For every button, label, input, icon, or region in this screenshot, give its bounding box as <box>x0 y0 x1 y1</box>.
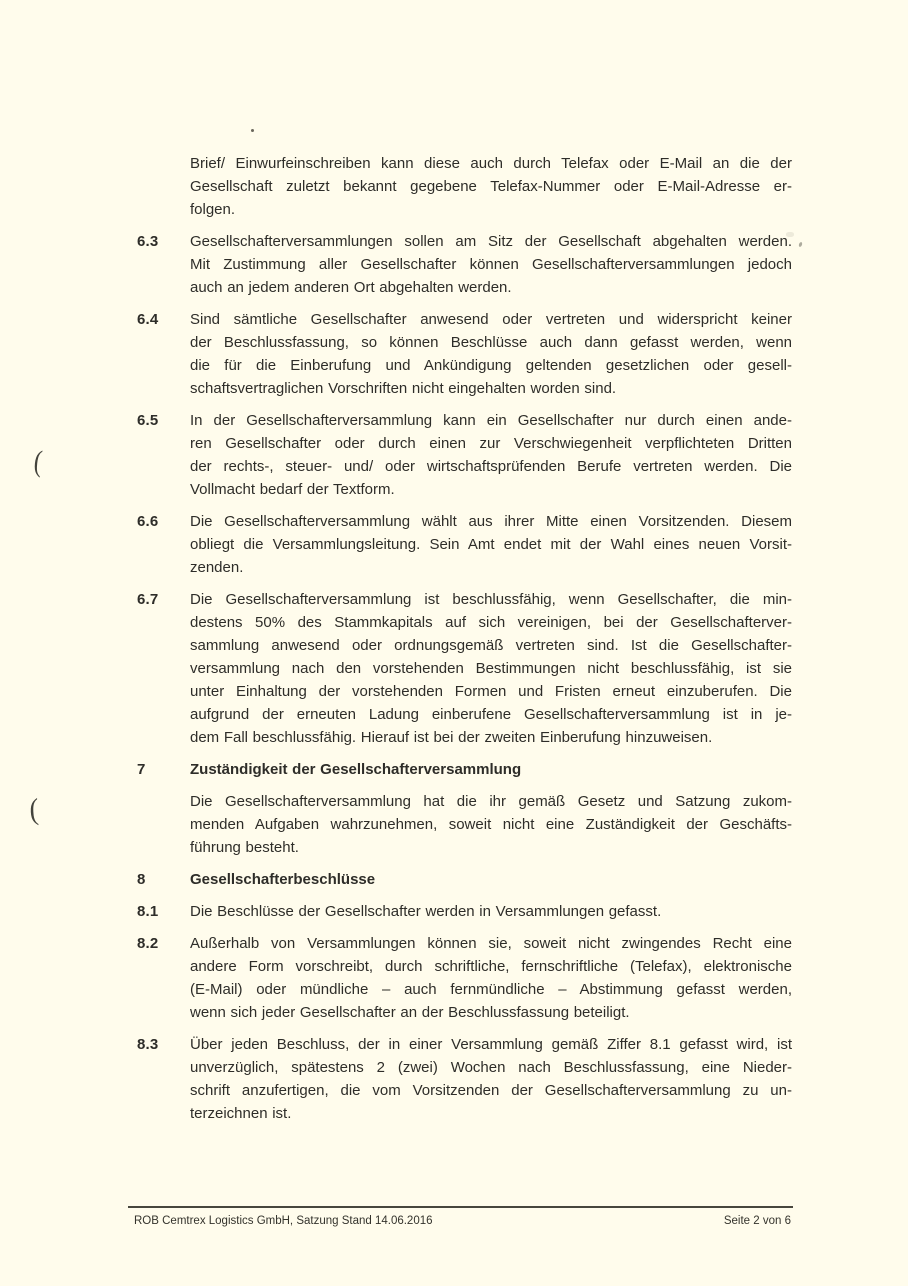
text-line: destens 50% des Stammkapitals auf sich vereinigen, bei der Gesellschafterver- <box>190 614 792 631</box>
section-text <box>190 758 792 781</box>
document-section <box>137 409 793 501</box>
text-line: schrift anzufertigen, die vom Vorsitzenden der Gesellschafterversammlung zu un- <box>190 1082 792 1099</box>
text-line: ren Gesellschafter oder durch einen zur Verschwiegenheit verpflichteten Dritten <box>190 435 792 452</box>
text-line: terzeichnen ist. <box>190 1105 292 1122</box>
section-number <box>137 152 190 221</box>
section-text <box>190 152 792 221</box>
section-number: 6.7 <box>137 591 159 608</box>
footer-page-number: Seite 2 von 6 <box>723 1215 791 1227</box>
document-body <box>137 152 793 1134</box>
scan-speck <box>251 129 254 132</box>
text-line: wenn sich jeder Gesellschafter an der Beschlussfassung beteiligt. <box>190 1004 630 1021</box>
text-line: zenden. <box>190 559 244 576</box>
text-line: Die Beschlüsse der Gesellschafter werden in Versammlungen gefasst. <box>190 903 662 920</box>
text-line: führung besteht. <box>190 839 299 856</box>
section-number: 8 <box>137 871 146 888</box>
scan-artifact-paren-2: ( <box>28 792 40 827</box>
scan-artifact-paren-1: ( <box>32 444 44 479</box>
section-text <box>190 510 792 579</box>
text-line: unverzüglich, spätestens 2 (zwei) Wochen nach Beschlussfassung, eine Nieder- <box>190 1059 792 1076</box>
text-line: der rechts-, steuer- und/ oder wirtschaftsprüfenden Berufe vertreten werden. Die <box>190 458 792 475</box>
text-line: die für die Einberufung und Ankündigung geltenden gesetzlichen oder gesell- <box>190 357 792 374</box>
section-text <box>190 588 792 749</box>
document-section <box>137 1033 793 1125</box>
text-line: andere Form vorschreibt, durch schriftliche, fernschriftliche (Telefax), elektronische <box>190 958 792 975</box>
text-line: Gesellschaft zuletzt bekannt gegebene Telefax-Nummer oder E-Mail-Adresse er- <box>190 178 792 195</box>
text-line: folgen. <box>190 201 236 218</box>
document-section <box>137 230 793 299</box>
text-line: aufgrund der erneuten Ladung einberufene Gesellschafterversammlung ist in je- <box>190 706 792 723</box>
section-text <box>190 1033 792 1125</box>
document-section <box>137 790 793 859</box>
text-line: der Beschlussfassung, so können Beschlüsse auch dann gefasst werden, wenn <box>190 334 792 351</box>
page-footer <box>128 1206 793 1228</box>
text-line: auch an jedem anderen Ort abgehalten werden. <box>190 279 512 296</box>
section-text <box>190 932 792 1024</box>
section-number <box>137 790 190 859</box>
text-line: Gesellschafterversammlungen sollen am Sitz der Gesellschaft abgehalten werden. <box>190 233 792 250</box>
section-text <box>190 868 792 891</box>
document-section <box>137 510 793 579</box>
text-line: (E-Mail) oder mündliche – auch fernmündliche – Abstimmung gefasst werden, <box>190 981 792 998</box>
text-line: In der Gesellschafterversammlung kann ein Gesellschafter nur durch einen ande- <box>190 412 792 429</box>
text-line: Die Gesellschafterversammlung hat die ihr gemäß Gesetz und Satzung zukom- <box>190 793 792 810</box>
section-number: 6.3 <box>137 233 159 250</box>
section-text <box>190 900 792 923</box>
section-number: 8.2 <box>137 935 159 952</box>
text-line: Zuständigkeit der Gesellschafterversammlung <box>190 761 522 778</box>
section-number: 6.6 <box>137 513 159 530</box>
text-line: sammlung anwesend oder ordnungsgemäß vertreten sind. Ist die Gesellschafter- <box>190 637 792 654</box>
scan-speck <box>798 242 803 248</box>
text-line: Die Gesellschafterversammlung ist beschlussfähig, wenn Gesellschafter, die min- <box>190 591 792 608</box>
text-line: Über jeden Beschluss, der in einer Versammlung gemäß Ziffer 8.1 gefasst wird, ist <box>190 1036 792 1053</box>
text-line: schaftsvertraglichen Vorschriften nicht eingehalten worden sind. <box>190 380 617 397</box>
document-section <box>137 308 793 400</box>
text-line: obliegt die Versammlungsleitung. Sein Amt endet mit der Wahl eines neuen Vorsit- <box>190 536 792 553</box>
text-line: Außerhalb von Versammlungen können sie, soweit nicht zwingendes Recht eine <box>190 935 792 952</box>
text-line: Vollmacht bedarf der Textform. <box>190 481 395 498</box>
text-line: Gesellschafterbeschlüsse <box>190 871 376 888</box>
text-line: dem Fall beschlussfähig. Hierauf ist bei der zweiten Einberufung hinzuweisen. <box>190 729 713 746</box>
section-number: 6.4 <box>137 311 159 328</box>
document-section <box>137 758 793 781</box>
text-line: Die Gesellschafterversammlung wählt aus ihrer Mitte einen Vorsitzenden. Diesem <box>190 513 792 530</box>
document-section <box>137 588 793 749</box>
document-section <box>137 868 793 891</box>
section-number: 7 <box>137 761 146 778</box>
footer-document-title: ROB Cemtrex Logistics GmbH, Satzung Stand 14.06.2016 <box>134 1215 433 1227</box>
section-text <box>190 230 792 299</box>
text-line: menden Aufgaben wahrzunehmen, soweit nicht eine Zuständigkeit der Geschäfts- <box>190 816 792 833</box>
text-line: versammlung nach den vorstehenden Bestimmungen nicht beschlussfähig, ist sie <box>190 660 792 677</box>
document-section <box>137 152 793 221</box>
section-number: 6.5 <box>137 412 159 429</box>
text-line: Sind sämtliche Gesellschafter anwesend oder vertreten und widerspricht keiner <box>190 311 792 328</box>
section-text <box>190 308 792 400</box>
text-line: Brief/ Einwurfeinschreiben kann diese auch durch Telefax oder E-Mail an die der <box>190 155 792 172</box>
section-text <box>190 790 792 859</box>
text-line: Mit Zustimmung aller Gesellschafter können Gesellschafterversammlungen jedoch <box>190 256 792 273</box>
section-number: 8.1 <box>137 903 159 920</box>
document-section <box>137 900 793 923</box>
section-text <box>190 409 792 501</box>
text-line: unter Einhaltung der vorstehenden Formen und Fristen erneut einzuberufen. Die <box>190 683 792 700</box>
document-section <box>137 932 793 1024</box>
section-number: 8.3 <box>137 1036 159 1053</box>
